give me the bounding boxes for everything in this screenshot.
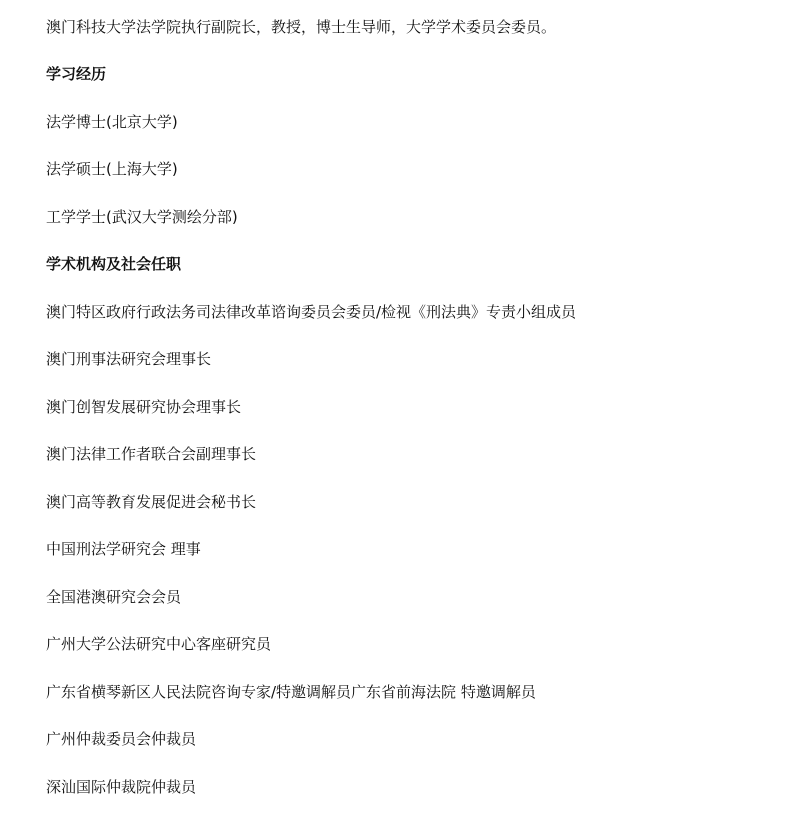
position-item: 深汕国际仲裁院仲裁员 — [46, 778, 197, 796]
position-item: 中国刑法学研究会 理事 — [46, 540, 201, 558]
position-item: 全国港澳研究会会员 — [46, 588, 182, 606]
position-item: 澳门刑事法研究会理事长 — [46, 350, 212, 368]
position-item: 广州仲裁委员会仲裁员 — [46, 730, 197, 748]
position-item: 澳门法律工作者联合会副理事长 — [46, 445, 257, 463]
position-item: 广州大学公法研究中心客座研究员 — [46, 635, 272, 653]
education-heading: 学习经历 — [46, 65, 107, 83]
position-item: 澳门特区政府行政法务司法律改革谘询委员会委员/检视《刑法典》专责小组成员 — [46, 303, 577, 321]
education-item: 工学学士(武汉大学测绘分部) — [46, 208, 238, 226]
positions-heading: 学术机构及社会任职 — [46, 255, 182, 273]
education-item: 法学博士(北京大学) — [46, 113, 178, 131]
position-item: 澳门高等教育发展促进会秘书长 — [46, 493, 257, 511]
education-item: 法学硕士(上海大学) — [46, 160, 178, 178]
position-item: 广东省横琴新区人民法院咨询专家/特邀调解员广东省前海法院 特邀调解员 — [46, 683, 536, 701]
position-item: 澳门创智发展研究协会理事长 — [46, 398, 242, 416]
intro-text: 澳门科技大学法学院执行副院长，教授，博士生导师，大学学术委员会委员。 — [46, 18, 557, 36]
